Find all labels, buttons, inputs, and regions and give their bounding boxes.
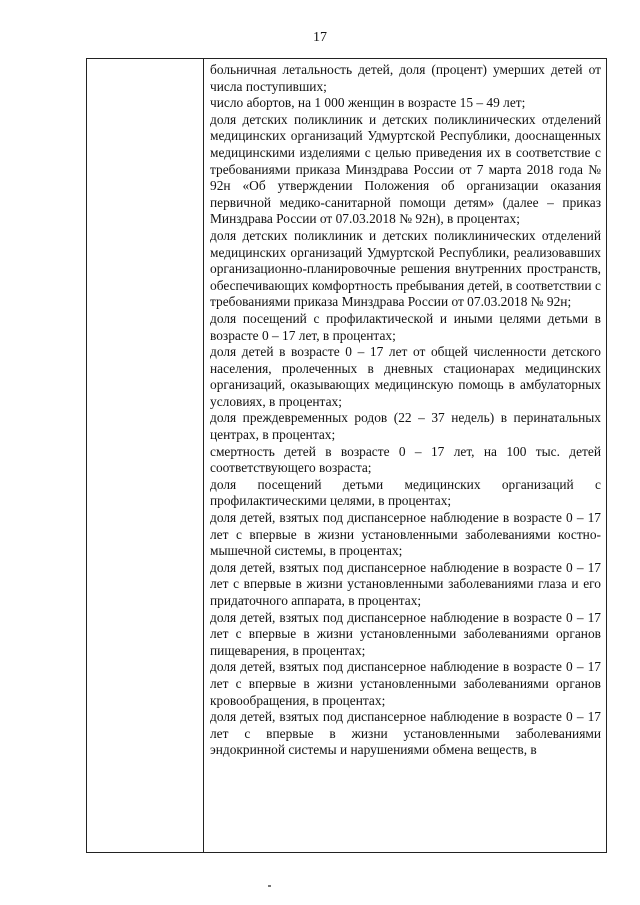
indicator-paragraph: доля детских поликлиник и детских поликлинических отделений медицинских организаций Удмуртской Республики, дооснащенных медицинскими изделиями с целью приведения их в соответствие с требованиями приказа Минздрава России от 7 марта 2018 года № 92н «Об утверждении Положения об организации оказания первичной медико-санитарной помощи детям» (далее – приказ Минздрава России от 07.03.2018 № 92н), в процентах; xyxy=(210,111,601,227)
table-right-border xyxy=(606,58,607,853)
indicator-paragraph: доля преждевременных родов (22 – 37 недель) в перинатальных центрах, в процентах; xyxy=(210,410,601,443)
indicator-paragraph: доля детей, взятых под диспансерное наблюдение в возрасте 0 – 17 лет с впервые в жизни установленными заболеваниями эндокринной системы и нарушениями обмена веществ, в xyxy=(210,709,601,758)
indicators-cell xyxy=(210,62,601,759)
indicator-paragraph: доля посещений детьми медицинских организаций с профилактическими целями, в процентах; xyxy=(210,476,601,509)
indicator-paragraph: доля детей в возрасте 0 – 17 лет от общей численности детского населения, пролеченных в дневных стационарах медицинских организаций, оказывающих медицинскую помощь в амбулаторных условиях, в процентах; xyxy=(210,344,601,409)
indicator-paragraph: доля детских поликлиник и детских поликлинических отделений медицинских организаций Удмуртской Республики, реализовавших организационно-планировочные решения внутренних пространств, обеспечивающих комфортность пребывания детей, в соответствии с требованиями приказа Минздрава России от 07.03.2018 № 92н; xyxy=(210,227,601,310)
indicator-paragraph: смертность детей в возрасте 0 – 17 лет, на 100 тыс. детей соответствующего возраста; xyxy=(210,443,601,476)
indicator-paragraph: доля детей, взятых под диспансерное наблюдение в возрасте 0 – 17 лет с впервые в жизни установленными заболеваниями глаза и его придаточного аппарата, в процентах; xyxy=(210,559,601,608)
page-number: 17 xyxy=(313,30,327,45)
indicator-paragraph: доля посещений с профилактической и иными целями детьми в возрасте 0 – 17 лет, в процентах; xyxy=(210,310,601,343)
indicator-paragraph: больничная летальность детей, доля (процент) умерших детей от числа поступивших; xyxy=(210,62,601,94)
scan-speck xyxy=(268,885,271,887)
indicator-paragraph: доля детей, взятых под диспансерное наблюдение в возрасте 0 – 17 лет с впервые в жизни установленными заболеваниями костно-мышечной системы, в процентах; xyxy=(210,510,601,559)
indicator-paragraph: число абортов, на 1 000 женщин в возрасте 15 – 49 лет; xyxy=(210,95,526,111)
table-column-divider xyxy=(203,58,204,853)
indicator-paragraph: доля детей, взятых под диспансерное наблюдение в возрасте 0 – 17 лет с впервые в жизни установленными заболеваниями органов пищеварения, в процентах; xyxy=(210,609,601,658)
table-left-border xyxy=(86,58,87,853)
indicator-table xyxy=(86,58,607,853)
indicator-paragraph: доля детей, взятых под диспансерное наблюдение в возрасте 0 – 17 лет с впервые в жизни установленными заболеваниями органов кровообращения, в процентах; xyxy=(210,659,601,708)
